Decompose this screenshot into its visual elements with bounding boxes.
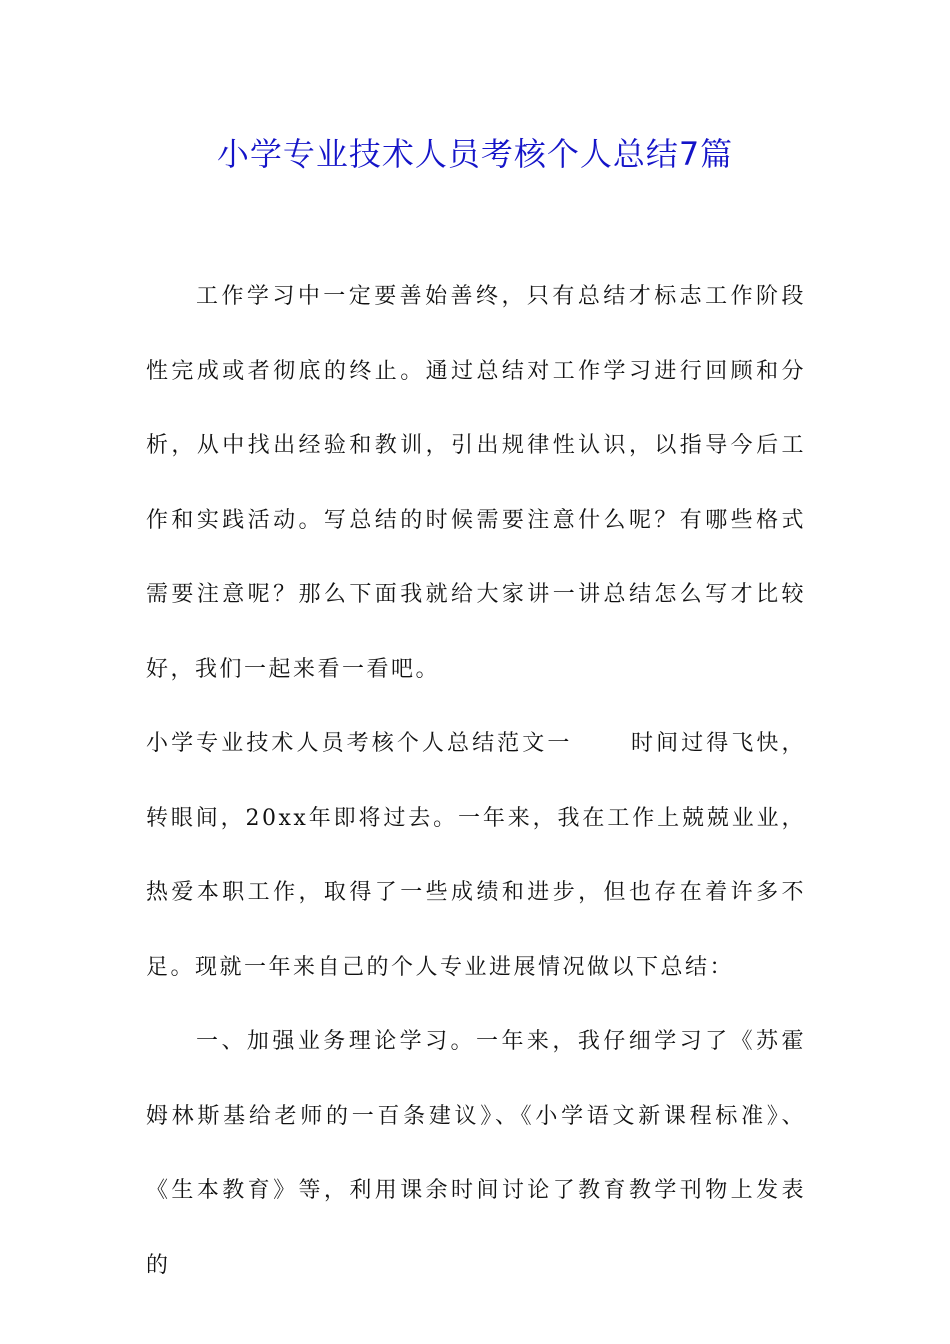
sample-heading: 小学专业技术人员考核个人总结范文一 bbox=[146, 731, 573, 756]
point-one-paragraph: 一、加强业务理论学习。一年来，我仔细学习了《苏霍姆林斯基给老师的一百条建议》、《小学语文新课程标准》、《生本教育》等，利用课余时间讨论了教育教学刊物上发表的 bbox=[146, 1029, 806, 1278]
intro-paragraph: 工作学习中一定要善始善终，只有总结才标志工作阶段性完成或者彻底的终止。通过总结对工作学习进行回顾和分析，从中找出经验和教训，引出规律性认识，以指导今后工作和实践活动。写总结的时候需要注意什么呢？有哪些格式需要注意呢？那么下面我就给大家讲一讲总结怎么写才比较好，我们一起来看一看吧。 bbox=[146, 284, 806, 682]
sample-intro-text: 时间过得飞快，转眼间，20xx年即将过去。一年来，我在工作上兢兢业业，热爱本职工作，取得了一些成绩和进步，但也存在着许多不足。现就一年来自己的个人专业进展情况做以下总结： bbox=[146, 731, 806, 980]
document-title: 小学专业技术人员考核个人总结7篇 bbox=[216, 135, 734, 173]
sample-paragraph bbox=[146, 707, 806, 1005]
document-body bbox=[146, 260, 806, 1303]
